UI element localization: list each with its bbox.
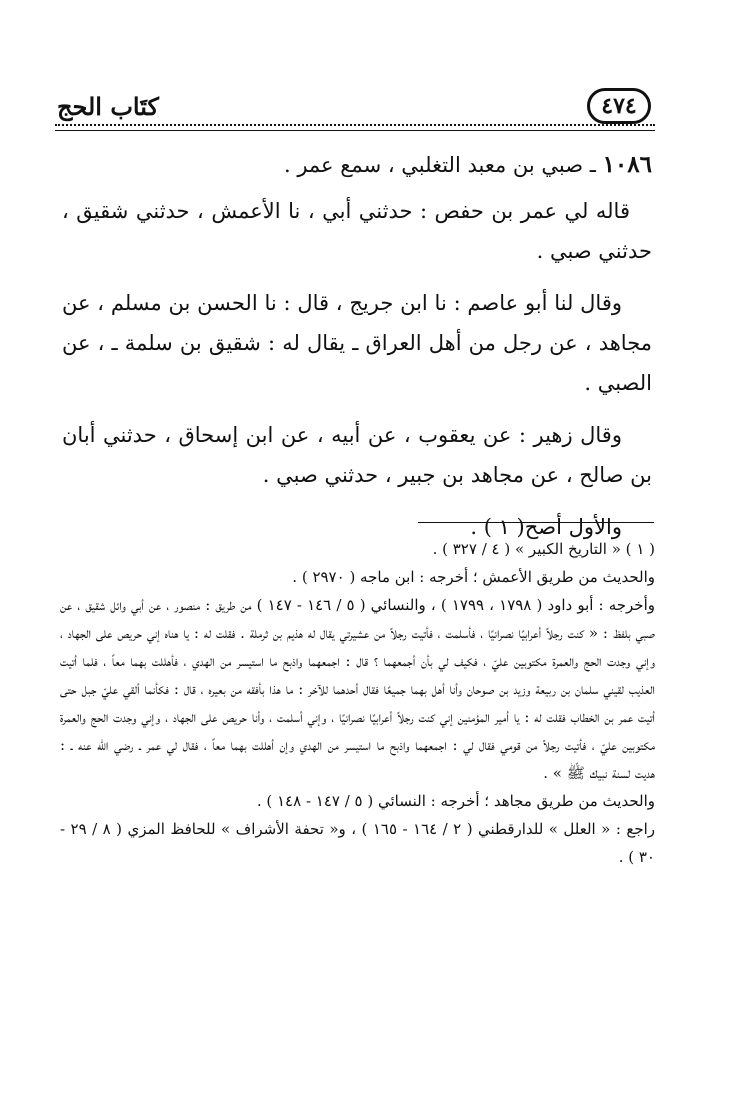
page-number: ٤٧٤: [587, 88, 651, 124]
footnote-5: راجع : « العلل » للدارقطني ( ٢ / ١٦٤ - ١٦٥ ) ، و« تحفة الأشراف » للحافظ المزي ( ٨ / ٢٩ - ٣٠ ) .: [60, 820, 656, 866]
page-header: [55, 80, 655, 132]
paragraph-2: وقال لنا أبو عاصم : نا ابن جريج ، قال : نا الحسن بن مسلم ، عن مجاهد ، عن رجل من أهل العراق ـ يقال له : شقيق بن سلمة ـ ، عن الصبي .: [62, 291, 652, 395]
paragraph-4: والأول أصح( ١ ) .: [470, 515, 622, 539]
paragraph-3: وقال زهير : عن يعقوب ، عن أبيه ، عن ابن إسحاق ، حدثني أبان بن صالح ، عن مجاهد بن جبير ، حدثني صبي .: [62, 423, 652, 487]
entry-heading-text: ـ صبي بن معبد التغلبي ، سمع عمر .: [283, 153, 596, 177]
entry-heading: [62, 145, 652, 185]
running-title: كتَاب الحج: [57, 92, 159, 121]
footnotes: [60, 535, 655, 871]
header-rule: [55, 124, 655, 131]
entry-number: ١٠٨٦: [602, 151, 652, 178]
paragraph-1: قاله لي عمر بن حفص : حدثني أبي ، نا الأعمش ، حدثني شقيق ، حدثني صبي .: [62, 199, 652, 263]
footnote-1: ( ١ ) « التاريخ الكبير » ( ٤ / ٣٢٧ ) .: [432, 540, 655, 558]
footnote-4: والحديث من طريق مجاهد ؛ أخرجه : النسائي ( ٥ / ١٤٧ - ١٤٨ ) .: [256, 792, 655, 810]
footnote-separator: [418, 522, 654, 523]
main-text: [62, 145, 652, 559]
footnote-2: والحديث من طريق الأعمش ؛ أخرجه : ابن ماجه ( ٢٩٧٠ ) .: [292, 568, 655, 586]
footnote-3: وأخرجه : أبو داود ( ١٧٩٨ ، ١٧٩٩ ) ، والنسائي ( ٥ / ١٤٦ - ١٤٧ ) من طريق : منصور ، عن أبي وائل شقيق ، عن صبي بلفظ : « كنت رجلاً أعرابيًا نصرانيًا ، فأسلمت ، فأتيت رجلاً من عشيرتي يقال له هذيم بن ثرملة . فقلت له : يا هناه إني حريص على الجهاد ، وإني وجدت الحج والعمرة مكتوبين عليّ ، فكيف لي بأن أجمعهما ؟ قال : اجمعهما واذبح ما استيسر من الهدي ، فأهللت بهما معاً ، فلما أتيت العذيب لقيني سلمان بن ربيعة وزيد بن صوحان وأنا أهل بهما جميعًا فقال أحدهما للآخر : ما هذا بأفقه من بعيره ، قال : فكأنما ألقي عليّ جبل حتى أتيت عمر بن الخطاب فقلت له : يا أمير المؤمنين إني كنت رجلاً أعرابيًا نصرانيًا ، وإني أسلمت ، وأنا حريص على الجهاد ، وإني وجدت الحج والعمرة مكتوبين عليّ ، فأتيت رجلاً من قومي فقال لي : اجمعهما واذبح ما استيسر من الهدي وإن أهللت بهما معاً ، فقال لي عمر ـ رضي الله عنه ـ : هديت لسنة نبيك ﷺ » .: [60, 596, 655, 782]
